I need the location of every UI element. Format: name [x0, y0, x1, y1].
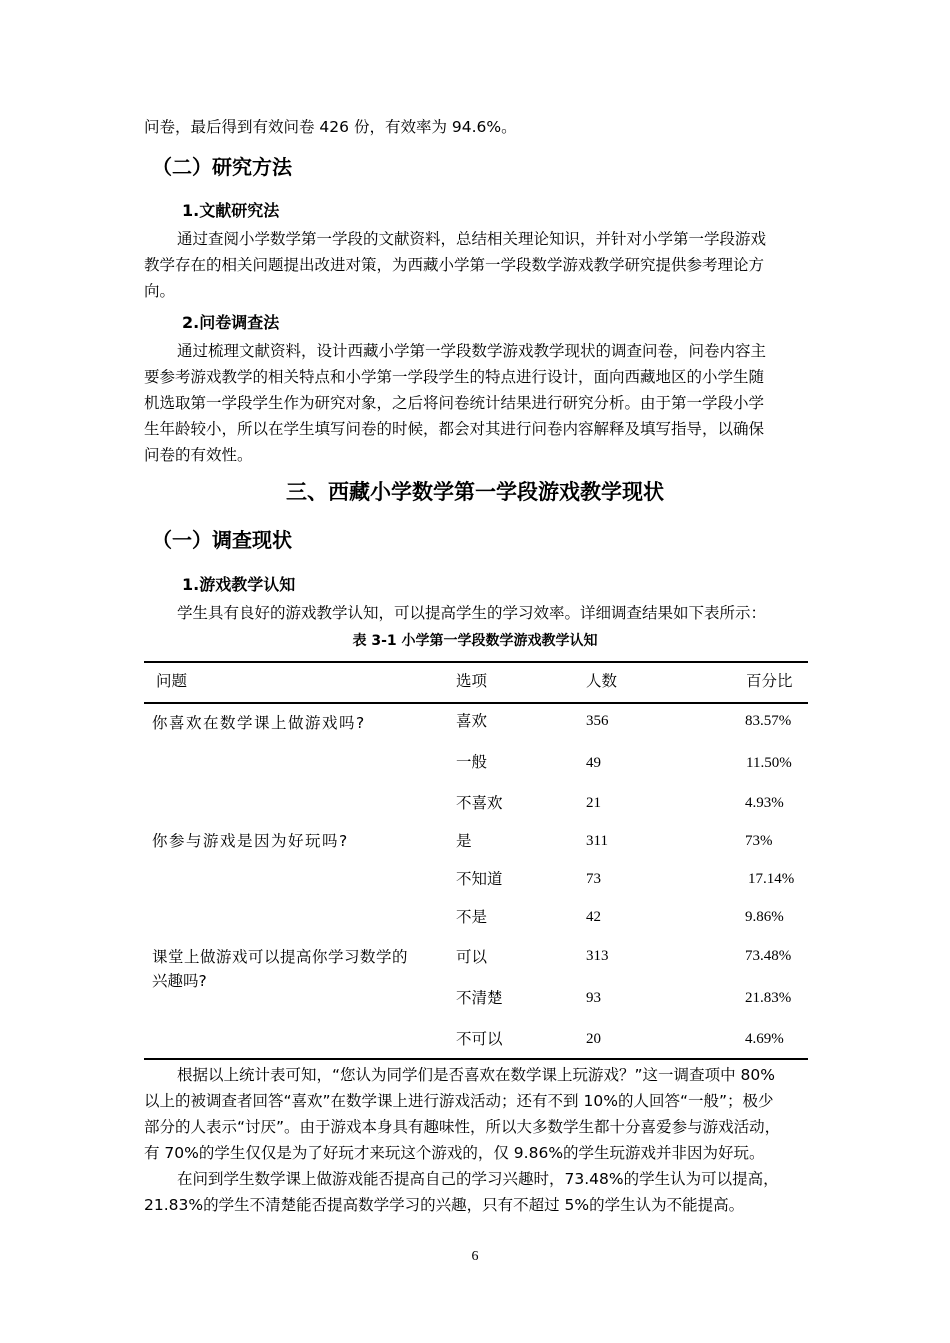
table-header-rule [144, 702, 808, 704]
paragraph-line: 要参考游戏教学的相关特点和小学第一学段学生的特点进行设计，面向西藏地区的小学生随 [144, 368, 765, 386]
table-percent-cell: 9.86% [745, 909, 784, 925]
table-question-cell: 兴趣吗? [152, 972, 207, 990]
chapter-heading: 三、西藏小学数学第一学段游戏教学现状 [286, 480, 664, 504]
paragraph-line: 学生具有良好的游戏教学认知，可以提高学生的学习效率。详细调查结果如下表所示： [177, 604, 767, 622]
paragraph-line: 有 70%的学生仅仅是为了好玩才来玩这个游戏的，仅 9.86%的学生玩游戏并非因为好玩。 [144, 1144, 765, 1162]
table-percent-cell: 21.83% [745, 990, 792, 1006]
paragraph-line: 教学存在的相关问题提出改进对策，为西藏小学第一学段数学游戏教学研究提供参考理论方 [144, 256, 765, 274]
paragraph-line: 21.83%的学生不清楚能否提高数学学习的兴趣，只有不超过 5%的学生认为不能提高。 [144, 1196, 745, 1214]
table-header-count: 人数 [586, 672, 618, 690]
table-count-cell: 73 [586, 871, 601, 887]
table-option-cell: 不喜欢 [456, 794, 503, 812]
table-option-cell: 不是 [456, 908, 488, 926]
paragraph-line: 在问到学生数学课上做游戏能否提高自己的学习兴趣时，73.48%的学生认为可以提高， [177, 1170, 779, 1188]
section-heading-method: （二）研究方法 [152, 155, 292, 179]
paragraph-line: 向。 [144, 282, 176, 300]
table-option-cell: 不知道 [456, 870, 503, 888]
table-percent-cell: 73.48% [745, 948, 792, 964]
table-count-cell: 356 [586, 713, 609, 729]
table-option-cell: 不清楚 [456, 989, 503, 1007]
section-heading-status: （一）调查现状 [152, 528, 292, 552]
table-count-cell: 42 [586, 909, 601, 925]
table-bottom-rule [144, 1058, 808, 1060]
table-percent-cell: 73% [745, 833, 773, 849]
table-percent-cell: 83.57% [745, 713, 792, 729]
paragraph-line: 通过梳理文献资料，设计西藏小学第一学段数学游戏教学现状的调查问卷，问卷内容主 [177, 342, 767, 360]
table-percent-cell: 4.69% [745, 1031, 784, 1047]
table-count-cell: 311 [586, 833, 608, 849]
table-count-cell: 20 [586, 1031, 601, 1047]
table-question-cell: 课堂上做游戏可以提高你学习数学的 [152, 948, 409, 966]
table-count-cell: 21 [586, 795, 601, 811]
paragraph-line: 问卷，最后得到有效问卷 426 份，有效率为 94.6%。 [144, 118, 517, 136]
table-header-question: 问题 [156, 672, 188, 690]
table-top-rule [144, 661, 808, 663]
table-question-cell: 你喜欢在数学课上做游戏吗? [152, 714, 366, 732]
paragraph-line: 机选取第一学段学生作为研究对象，之后将问卷统计结果进行研究分析。由于第一学段小学 [144, 394, 765, 412]
questionnaire-paragraph [144, 338, 808, 468]
page-number: 6 [471, 1249, 479, 1264]
paragraph-line: 以上的被调查者回答“喜欢”在数学课上进行游戏活动；还有不到 10%的人回答“一般”；极少 [144, 1092, 774, 1110]
table-caption: 表 3-1 小学第一学段数学游戏教学认知 [352, 633, 598, 649]
analysis-paragraph [144, 1062, 808, 1218]
table-count-cell: 49 [586, 755, 601, 771]
subheading-literature: 1.文献研究法 [182, 201, 280, 220]
table-option-cell: 不可以 [456, 1030, 503, 1048]
table-percent-cell: 4.93% [745, 795, 784, 811]
paragraph-line: 问卷的有效性。 [144, 446, 253, 464]
table-question-cell: 你参与游戏是因为好玩吗? [152, 832, 349, 850]
table-option-cell: 可以 [456, 948, 488, 966]
subheading-questionnaire: 2.问卷调查法 [182, 313, 280, 332]
lead-paragraph [144, 600, 808, 626]
paragraph-line: 通过查阅小学数学第一学段的文献资料，总结相关理论知识，并针对小学第一学段游戏 [177, 230, 767, 248]
table-header-option: 选项 [456, 672, 488, 690]
table-count-cell: 313 [586, 948, 609, 964]
table-count-cell: 93 [586, 990, 601, 1006]
table-header-percent: 百分比 [746, 672, 793, 690]
paragraph-line: 根据以上统计表可知，“您认为同学们是否喜欢在数学课上玩游戏？”这一调查项中 80% [177, 1066, 775, 1084]
table-option-cell: 喜欢 [456, 712, 488, 730]
table-option-cell: 是 [456, 832, 472, 850]
table-option-cell: 一般 [456, 753, 488, 771]
table-percent-cell: 17.14% [748, 871, 795, 887]
literature-paragraph [144, 226, 808, 304]
table-percent-cell: 11.50% [746, 755, 792, 771]
subheading-cognition: 1.游戏教学认知 [182, 575, 296, 594]
intro-paragraph [144, 114, 808, 140]
paragraph-line: 部分的人表示“讨厌”。由于游戏本身具有趣味性，所以大多数学生都十分喜爱参与游戏活动， [144, 1118, 781, 1136]
paragraph-line: 生年龄较小，所以在学生填写问卷的时候，都会对其进行问卷内容解释及填写指导，以确保 [144, 420, 765, 438]
